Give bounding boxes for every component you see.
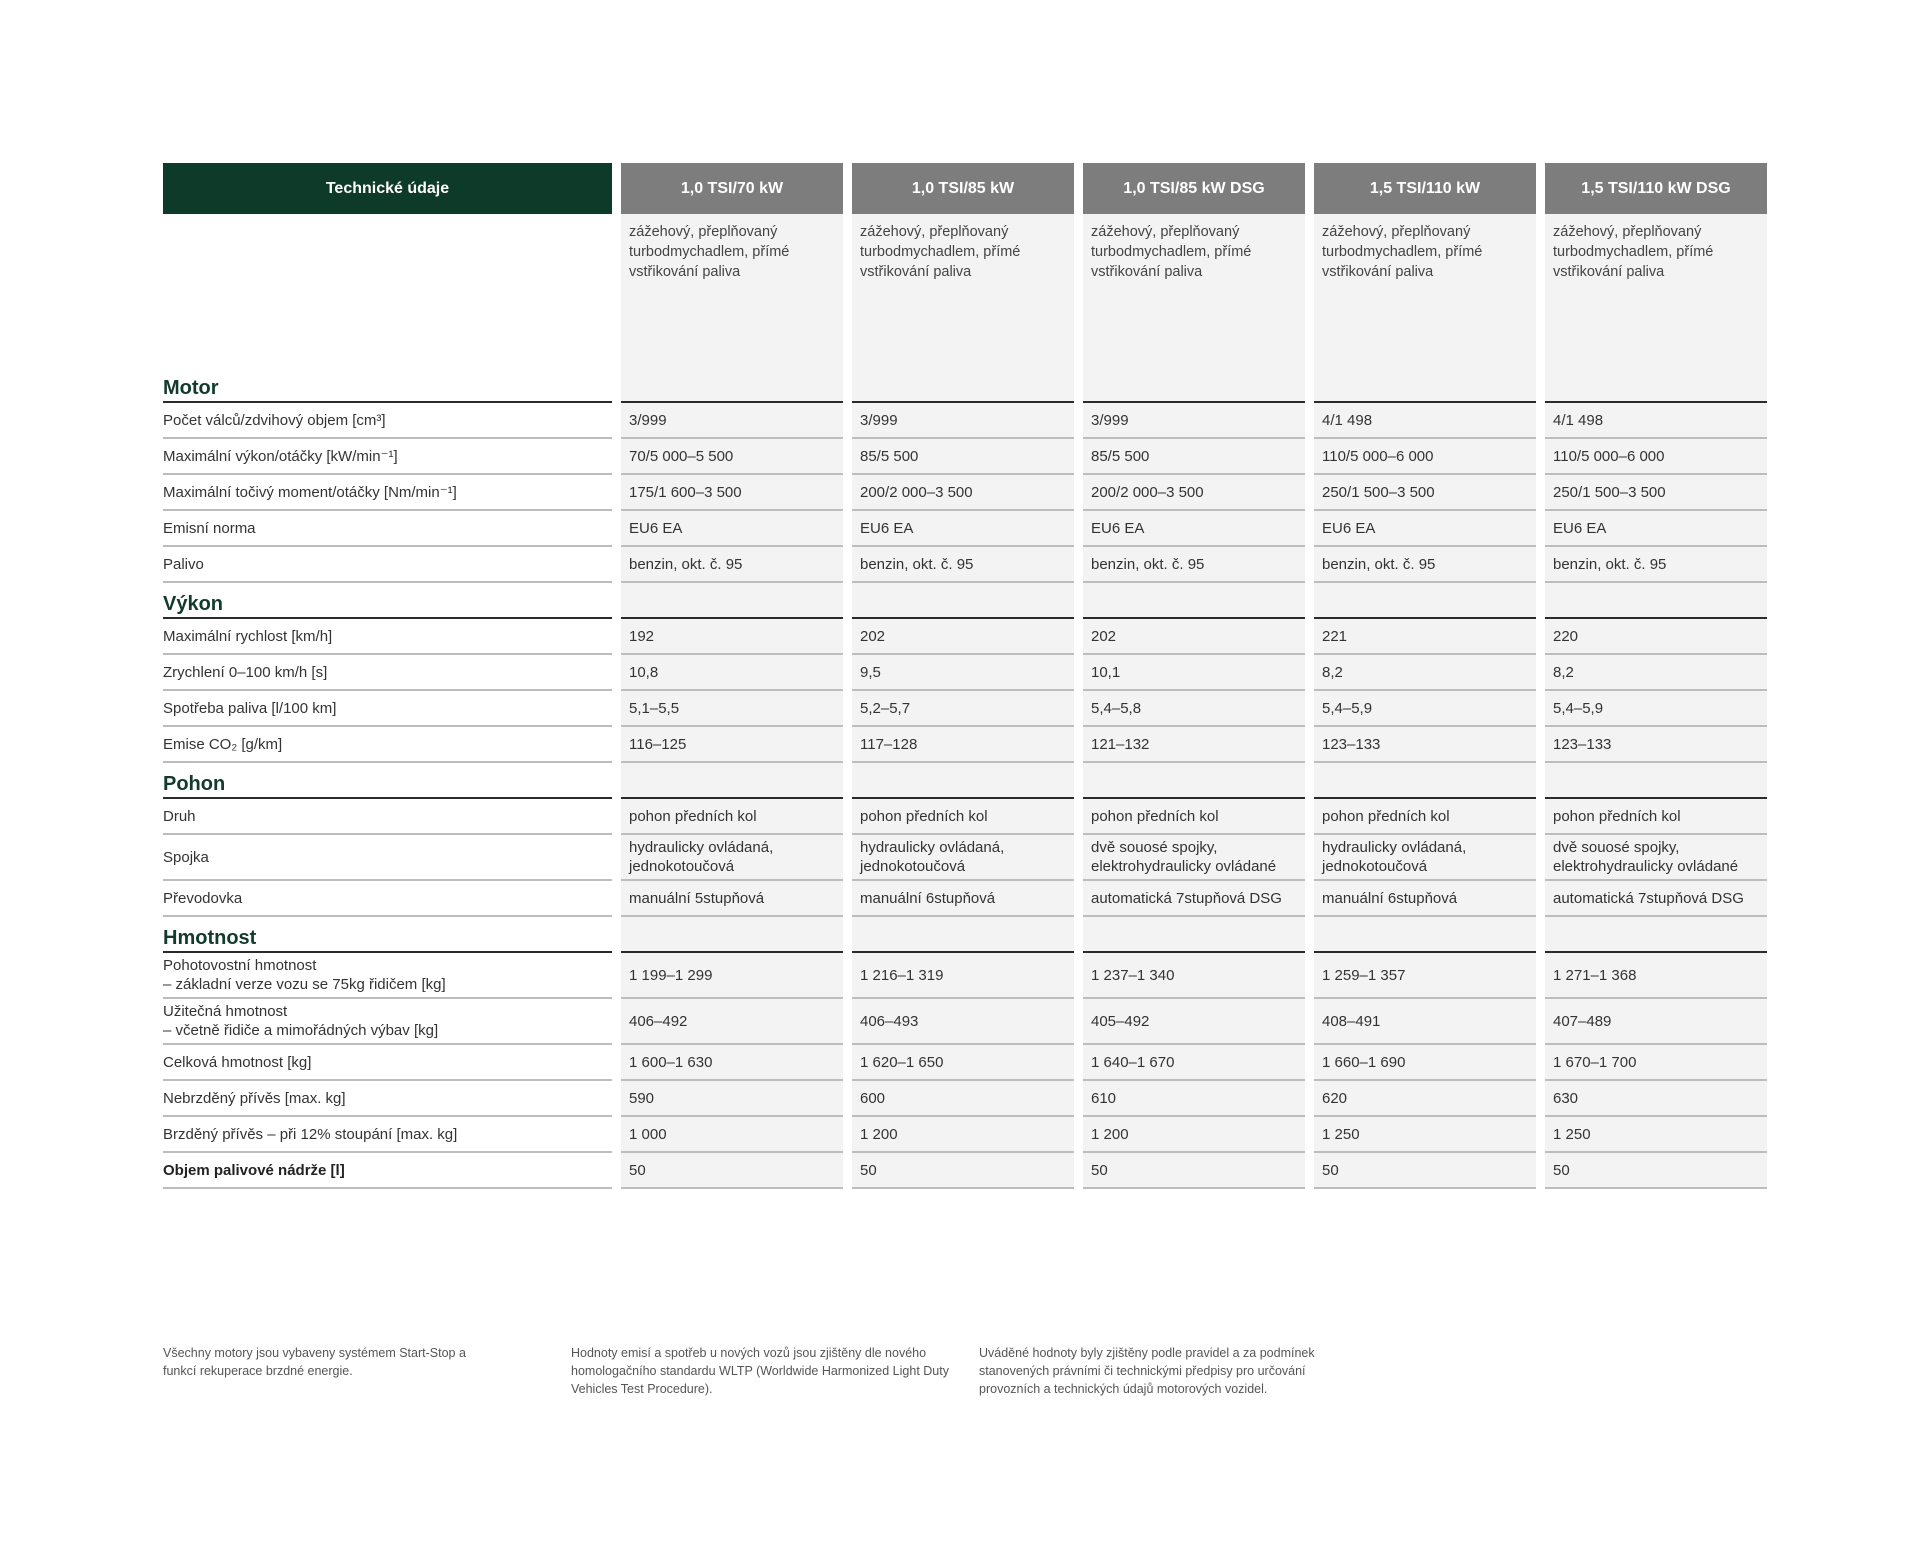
row-label-text: Maximální výkon/otáčky [kW/min⁻¹] bbox=[163, 447, 398, 465]
spec-value: 192 bbox=[621, 619, 843, 655]
section-spacer bbox=[1314, 917, 1536, 951]
row-label-text: Nebrzděný přívěs [max. kg] bbox=[163, 1089, 346, 1107]
description-spacer bbox=[163, 214, 612, 367]
spec-value: hydraulicky ovládaná, jednokotoučová bbox=[621, 835, 843, 881]
spec-value: 3/999 bbox=[1083, 403, 1305, 439]
spec-value: pohon předních kol bbox=[1083, 799, 1305, 835]
section-spacer bbox=[1314, 367, 1536, 401]
spec-value: 10,1 bbox=[1083, 655, 1305, 691]
engine-description: zážehový, přeplňovaný turbodmychadlem, přímé vstřikování paliva bbox=[852, 214, 1074, 367]
spec-value: 1 250 bbox=[1314, 1117, 1536, 1153]
spec-value: 123–133 bbox=[1314, 727, 1536, 763]
section-spacer bbox=[1314, 763, 1536, 797]
engine-description: zážehový, přeplňovaný turbodmychadlem, přímé vstřikování paliva bbox=[621, 214, 843, 367]
section-title: Výkon bbox=[163, 593, 224, 615]
spec-value: 117–128 bbox=[852, 727, 1074, 763]
spec-value: 1 200 bbox=[1083, 1117, 1305, 1153]
spec-value: 5,1–5,5 bbox=[621, 691, 843, 727]
spec-value: 50 bbox=[852, 1153, 1074, 1189]
engine-description: zážehový, přeplňovaný turbodmychadlem, přímé vstřikování paliva bbox=[1545, 214, 1767, 367]
row-label bbox=[163, 547, 612, 583]
row-label-text: Spojka bbox=[163, 848, 209, 866]
row-label bbox=[163, 403, 612, 439]
row-label bbox=[163, 881, 612, 917]
section-spacer bbox=[852, 367, 1074, 401]
spec-value: 405–492 bbox=[1083, 999, 1305, 1045]
row-label-text: Převodovka bbox=[163, 889, 243, 907]
spec-value: 250/1 500–3 500 bbox=[1314, 475, 1536, 511]
spec-value: 175/1 600–3 500 bbox=[621, 475, 843, 511]
spec-value: 200/2 000–3 500 bbox=[852, 475, 1074, 511]
spec-value: 406–492 bbox=[621, 999, 843, 1045]
section-spacer bbox=[852, 917, 1074, 951]
section-spacer bbox=[621, 763, 843, 797]
row-label bbox=[163, 1153, 612, 1189]
section-title: Motor bbox=[163, 377, 219, 399]
spec-value: 1 199–1 299 bbox=[621, 953, 843, 999]
spec-value: EU6 EA bbox=[852, 511, 1074, 547]
section-spacer bbox=[621, 367, 843, 401]
spec-value: pohon předních kol bbox=[621, 799, 843, 835]
row-label-text: Maximální rychlost [km/h] bbox=[163, 627, 333, 645]
spec-value: EU6 EA bbox=[1314, 511, 1536, 547]
row-label bbox=[163, 1117, 612, 1153]
spec-value: EU6 EA bbox=[1083, 511, 1305, 547]
row-label bbox=[163, 691, 612, 727]
spec-value: 121–132 bbox=[1083, 727, 1305, 763]
spec-value: 116–125 bbox=[621, 727, 843, 763]
spec-value: manuální 5stupňová bbox=[621, 881, 843, 917]
footnote-start-stop: Všechny motory jsou vybaveny systémem Start-Stop a funkcí rekuperace brzdné energie. bbox=[163, 1346, 466, 1378]
row-label-text: Zrychlení 0–100 km/h [s] bbox=[163, 663, 328, 681]
spec-value: 1 237–1 340 bbox=[1083, 953, 1305, 999]
spec-value: 408–491 bbox=[1314, 999, 1536, 1045]
spec-value: 1 670–1 700 bbox=[1545, 1045, 1767, 1081]
row-label bbox=[163, 475, 612, 511]
row-label-text: Užitečná hmotnost – včetně řidiče a mimořádných výbav [kg] bbox=[163, 1003, 439, 1039]
spec-value: 406–493 bbox=[852, 999, 1074, 1045]
row-label bbox=[163, 1081, 612, 1117]
spec-value: 1 216–1 319 bbox=[852, 953, 1074, 999]
spec-value: dvě souosé spojky, elektrohydraulicky ovládané bbox=[1083, 835, 1305, 881]
spec-value: benzin, okt. č. 95 bbox=[1083, 547, 1305, 583]
section-spacer bbox=[1545, 367, 1767, 401]
variant-header: 1,0 TSI/85 kW DSG bbox=[1083, 163, 1305, 214]
spec-value: 221 bbox=[1314, 619, 1536, 655]
spec-value: 5,4–5,9 bbox=[1545, 691, 1767, 727]
spec-value: automatická 7stupňová DSG bbox=[1545, 881, 1767, 917]
spec-value: 600 bbox=[852, 1081, 1074, 1117]
spec-value: 5,2–5,7 bbox=[852, 691, 1074, 727]
row-label bbox=[163, 999, 612, 1045]
spec-value: 1 620–1 650 bbox=[852, 1045, 1074, 1081]
spec-value: 110/5 000–6 000 bbox=[1314, 439, 1536, 475]
row-label bbox=[163, 1045, 612, 1081]
spec-value: 1 000 bbox=[621, 1117, 843, 1153]
variant-header: 1,5 TSI/110 kW DSG bbox=[1545, 163, 1767, 214]
spec-value: 8,2 bbox=[1545, 655, 1767, 691]
section-spacer bbox=[621, 917, 843, 951]
spec-value: 50 bbox=[1314, 1153, 1536, 1189]
row-label-text: Počet válců/zdvihový objem [cm³] bbox=[163, 411, 386, 429]
spec-value: dvě souosé spojky, elektrohydraulicky ovládané bbox=[1545, 835, 1767, 881]
engine-description: zážehový, přeplňovaný turbodmychadlem, přímé vstřikování paliva bbox=[1083, 214, 1305, 367]
spec-value: benzin, okt. č. 95 bbox=[621, 547, 843, 583]
row-label-text: Pohotovostní hmotnost – základní verze vozu se 75kg řidičem [kg] bbox=[163, 957, 446, 993]
table-header-label: Technické údaje bbox=[163, 163, 612, 214]
spec-value: 10,8 bbox=[621, 655, 843, 691]
spec-value: 1 660–1 690 bbox=[1314, 1045, 1536, 1081]
row-label-text: Objem palivové nádrže [l] bbox=[163, 1161, 345, 1179]
row-label bbox=[163, 727, 612, 763]
row-label-text: Palivo bbox=[163, 555, 204, 573]
spec-value: 110/5 000–6 000 bbox=[1545, 439, 1767, 475]
section-spacer bbox=[852, 763, 1074, 797]
spec-value: 407–489 bbox=[1545, 999, 1767, 1045]
spec-value: benzin, okt. č. 95 bbox=[1314, 547, 1536, 583]
spec-value: EU6 EA bbox=[1545, 511, 1767, 547]
spec-value: benzin, okt. č. 95 bbox=[852, 547, 1074, 583]
section-spacer bbox=[1083, 917, 1305, 951]
spec-value: hydraulicky ovládaná, jednokotoučová bbox=[1314, 835, 1536, 881]
variant-header: 1,5 TSI/110 kW bbox=[1314, 163, 1536, 214]
spec-value: manuální 6stupňová bbox=[852, 881, 1074, 917]
spec-value: 250/1 500–3 500 bbox=[1545, 475, 1767, 511]
footnote-regulations: Uváděné hodnoty byly zjištěny podle pravidel a za podmínek stanovených právními či technickými předpisy pro určování provozních a technických údajů motorových vozidel. bbox=[979, 1346, 1315, 1396]
spec-value: 200/2 000–3 500 bbox=[1083, 475, 1305, 511]
spec-value: 9,5 bbox=[852, 655, 1074, 691]
row-label bbox=[163, 953, 612, 999]
footnote-wltp: Hodnoty emisí a spotřeb u nových vozů jsou zjištěny dle nového homologačního standardu WLTP (Worldwide Harmonized Light Duty Vehicles Test Procedure). bbox=[571, 1346, 949, 1396]
section-spacer bbox=[1545, 763, 1767, 797]
spec-value: 4/1 498 bbox=[1545, 403, 1767, 439]
spec-value: 8,2 bbox=[1314, 655, 1536, 691]
row-label bbox=[163, 619, 612, 655]
spec-value: 50 bbox=[621, 1153, 843, 1189]
spec-value: 1 640–1 670 bbox=[1083, 1045, 1305, 1081]
section-spacer bbox=[1083, 763, 1305, 797]
section-spacer bbox=[1083, 367, 1305, 401]
row-label bbox=[163, 655, 612, 691]
spec-value: automatická 7stupňová DSG bbox=[1083, 881, 1305, 917]
spec-value: 1 259–1 357 bbox=[1314, 953, 1536, 999]
variant-header: 1,0 TSI/85 kW bbox=[852, 163, 1074, 214]
spec-value: 1 600–1 630 bbox=[621, 1045, 843, 1081]
row-label bbox=[163, 439, 612, 475]
spec-value: 3/999 bbox=[621, 403, 843, 439]
row-label-text: Celková hmotnost [kg] bbox=[163, 1053, 312, 1071]
row-label-text: Druh bbox=[163, 807, 196, 825]
spec-value: 202 bbox=[1083, 619, 1305, 655]
spec-value: hydraulicky ovládaná, jednokotoučová bbox=[852, 835, 1074, 881]
spec-value: 610 bbox=[1083, 1081, 1305, 1117]
spec-value: pohon předních kol bbox=[1314, 799, 1536, 835]
section-title: Pohon bbox=[163, 773, 226, 795]
section-title: Hmotnost bbox=[163, 927, 257, 949]
spec-value: 620 bbox=[1314, 1081, 1536, 1117]
spec-table bbox=[163, 163, 1767, 1189]
spec-value: 1 271–1 368 bbox=[1545, 953, 1767, 999]
row-label-text: Spotřeba paliva [l/100 km] bbox=[163, 699, 337, 717]
spec-value: 1 250 bbox=[1545, 1117, 1767, 1153]
spec-value: manuální 6stupňová bbox=[1314, 881, 1536, 917]
spec-value: EU6 EA bbox=[621, 511, 843, 547]
spec-value: 630 bbox=[1545, 1081, 1767, 1117]
spec-value: 5,4–5,9 bbox=[1314, 691, 1536, 727]
spec-value: benzin, okt. č. 95 bbox=[1545, 547, 1767, 583]
spec-value: 1 200 bbox=[852, 1117, 1074, 1153]
engine-description: zážehový, přeplňovaný turbodmychadlem, přímé vstřikování paliva bbox=[1314, 214, 1536, 367]
section-spacer bbox=[1083, 583, 1305, 617]
row-label bbox=[163, 835, 612, 881]
spec-value: 85/5 500 bbox=[1083, 439, 1305, 475]
section-spacer bbox=[852, 583, 1074, 617]
spec-value: pohon předních kol bbox=[852, 799, 1074, 835]
spec-value: 202 bbox=[852, 619, 1074, 655]
spec-value: 3/999 bbox=[852, 403, 1074, 439]
spec-value: 85/5 500 bbox=[852, 439, 1074, 475]
spec-value: 220 bbox=[1545, 619, 1767, 655]
spec-value: pohon předních kol bbox=[1545, 799, 1767, 835]
section-spacer bbox=[1314, 583, 1536, 617]
spec-value: 5,4–5,8 bbox=[1083, 691, 1305, 727]
section-spacer bbox=[1545, 917, 1767, 951]
spec-value: 123–133 bbox=[1545, 727, 1767, 763]
section-spacer bbox=[1545, 583, 1767, 617]
spec-value: 590 bbox=[621, 1081, 843, 1117]
row-label-text: Maximální točivý moment/otáčky [Nm/min⁻¹] bbox=[163, 483, 457, 501]
row-label-text: Brzděný přívěs – při 12% stoupání [max. kg] bbox=[163, 1125, 458, 1143]
row-label-text: Emisní norma bbox=[163, 519, 256, 537]
row-label bbox=[163, 799, 612, 835]
spec-value: 4/1 498 bbox=[1314, 403, 1536, 439]
variant-header: 1,0 TSI/70 kW bbox=[621, 163, 843, 214]
row-label bbox=[163, 511, 612, 547]
row-label-text: Emise CO₂ [g/km] bbox=[163, 735, 283, 753]
spec-value: 50 bbox=[1545, 1153, 1767, 1189]
spec-value: 50 bbox=[1083, 1153, 1305, 1189]
spec-value: 70/5 000–5 500 bbox=[621, 439, 843, 475]
section-spacer bbox=[621, 583, 843, 617]
